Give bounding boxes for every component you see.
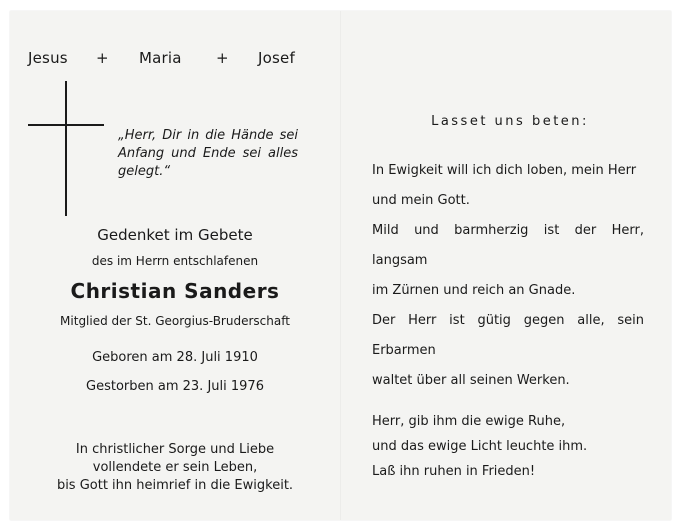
closing-line: vollendete er sein Leben, <box>92 460 258 475</box>
cross-icon-horizontal <box>28 124 104 126</box>
memorial-card <box>10 11 671 520</box>
rest-line: Laß ihn ruhen in Frieden! <box>372 464 536 479</box>
closing-line: bis Gott ihn heimrief in die Ewigkeit. <box>56 478 294 493</box>
cross-icon-vertical <box>65 81 67 216</box>
birth-date: Geboren am 28. Juli 1910 <box>92 350 258 365</box>
membership-text: Mitglied der St. Georgius-Bruderschaft <box>60 314 290 328</box>
header-maria: Maria <box>139 49 182 67</box>
psalm-line: In Ewigkeit will ich dich loben, mein Herr <box>372 163 637 178</box>
header-cross-1: + <box>96 49 109 67</box>
prayer-title: Lasset uns beten: <box>431 114 589 129</box>
psalm-line: und mein Gott. <box>372 193 470 208</box>
death-date: Gestorben am 23. Juli 1976 <box>86 379 264 394</box>
deceased-name: Christian Sanders <box>70 279 280 303</box>
departed-text: des im Herrn entschlafenen <box>91 254 259 268</box>
header-jesus: Jesus <box>28 49 68 67</box>
closing-text <box>40 441 310 495</box>
quote-text: „Herr, Dir in die Hände sei Anfang und Ende sei alles gelegt.“ <box>118 128 298 179</box>
closing-line: In christlicher Sorge und Liebe <box>75 442 275 457</box>
header-josef: Josef <box>258 49 295 67</box>
remember-heading: Gedenket im Gebete <box>97 226 253 244</box>
header-cross-2: + <box>216 49 229 67</box>
rest-line: und das ewige Licht leuchte ihm. <box>372 439 588 454</box>
psalm-line: waltet über all seinen Werken. <box>372 373 570 388</box>
psalm-text <box>372 156 644 396</box>
psalm-line: im Zürnen und reich an Gnade. <box>372 283 576 298</box>
rest-prayer <box>372 409 644 484</box>
rest-line: Herr, gib ihm die ewige Ruhe, <box>372 414 566 429</box>
card-fold <box>340 11 341 520</box>
psalm-line: Der Herr ist gütig gegen alle, sein Erbarmen <box>372 313 644 358</box>
psalm-line: Mild und barmherzig ist der Herr, langsam <box>372 223 644 268</box>
